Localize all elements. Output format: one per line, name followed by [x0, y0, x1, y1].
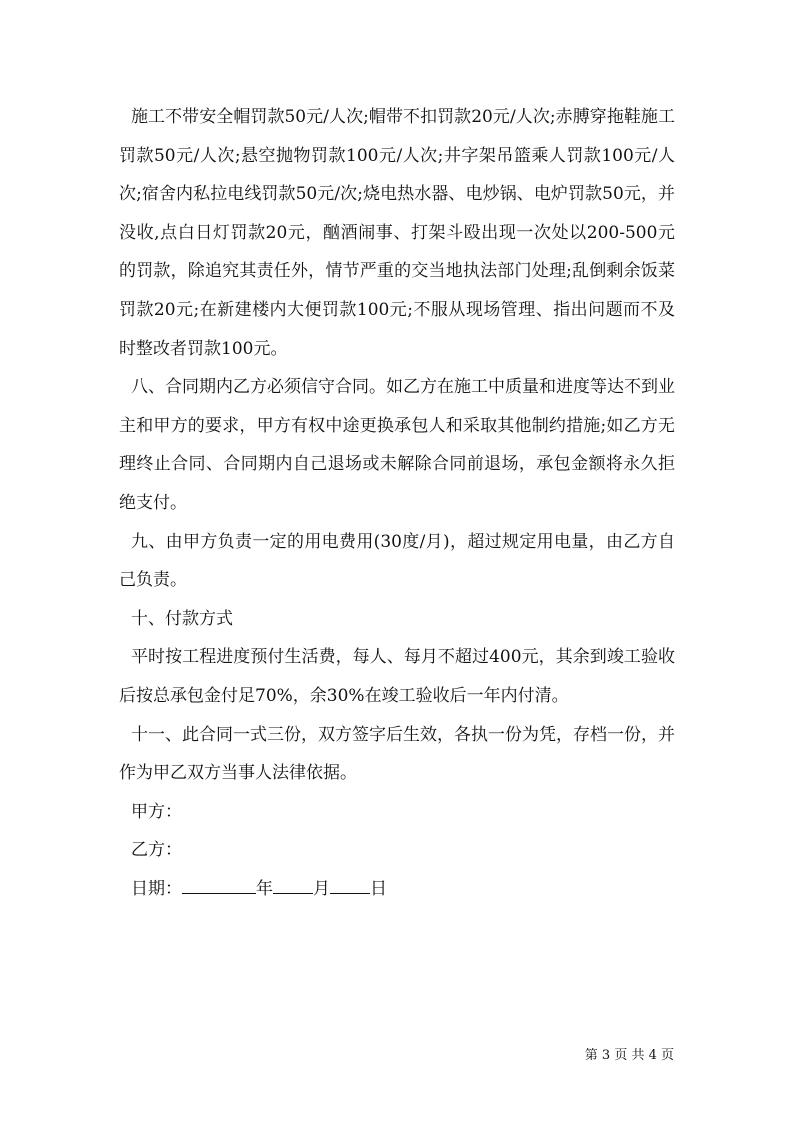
date-label: 日期：	[131, 878, 182, 899]
paragraph-penalties: 施工不带安全帽罚款50元/人次;帽带不扣罚款20元/人次;赤膊穿拖鞋施工罚款50元/人次;悬空抛物罚款100元/人次;井字架吊篮乘人罚款100元/人次;宿舍内私拉电线罚款50元/次;烧电热水器、电炒锅、电炉罚款50元，并没收,点白日灯罚款20元，酗酒闹事、打架斗殴出现一次处以200-500元的罚款，除追究其责任外，情节严重的交当地执法部门处理;乱倒剩余饭菜罚款20元;在新建楼内大便罚款100元;不服从现场管理、指出问题而不及时整改者罚款100元。	[119, 107, 675, 359]
day-label: 日	[370, 878, 387, 899]
day-blank	[330, 875, 370, 894]
document-body	[119, 98, 675, 908]
date-line	[119, 870, 675, 909]
page-footer: 第 3 页 共 4 页	[584, 1048, 674, 1063]
paragraph-clause-10-heading: 十、付款方式	[131, 608, 233, 629]
month-label: 月	[313, 878, 330, 899]
paragraph-clause-11: 十一、此合同一式三份，双方签字后生效，各执一份为凭，存档一份，并作为甲乙双方当事人法律依据。	[119, 724, 675, 784]
paragraph-clause-9: 九、由甲方负责一定的用电费用(30度/月)，超过规定用电量，由乙方自己负责。	[119, 531, 675, 591]
paragraph-clause-8: 八、合同期内乙方必须信守合同。如乙方在施工中质量和进度等达不到业主和甲方的要求，甲方有权中途更换承包人和采取其他制约措施;如乙方无理终止合同、合同期内自己退场或未解除合同前退场，承包金额将永久拒绝支付。	[119, 377, 675, 513]
party-b-label: 乙方：	[131, 840, 182, 861]
year-label: 年	[256, 878, 273, 899]
month-blank	[273, 875, 313, 894]
paragraph-payment-terms: 平时按工程进度预付生活费，每人、每月不超过400元，其余到竣工验收后按总承包金付足70%，余30%在竣工验收后一年内付清。	[119, 647, 675, 706]
party-b-line	[119, 831, 675, 870]
party-a-label: 甲方：	[131, 801, 182, 822]
party-a-line	[119, 793, 675, 832]
year-blank	[182, 875, 256, 894]
